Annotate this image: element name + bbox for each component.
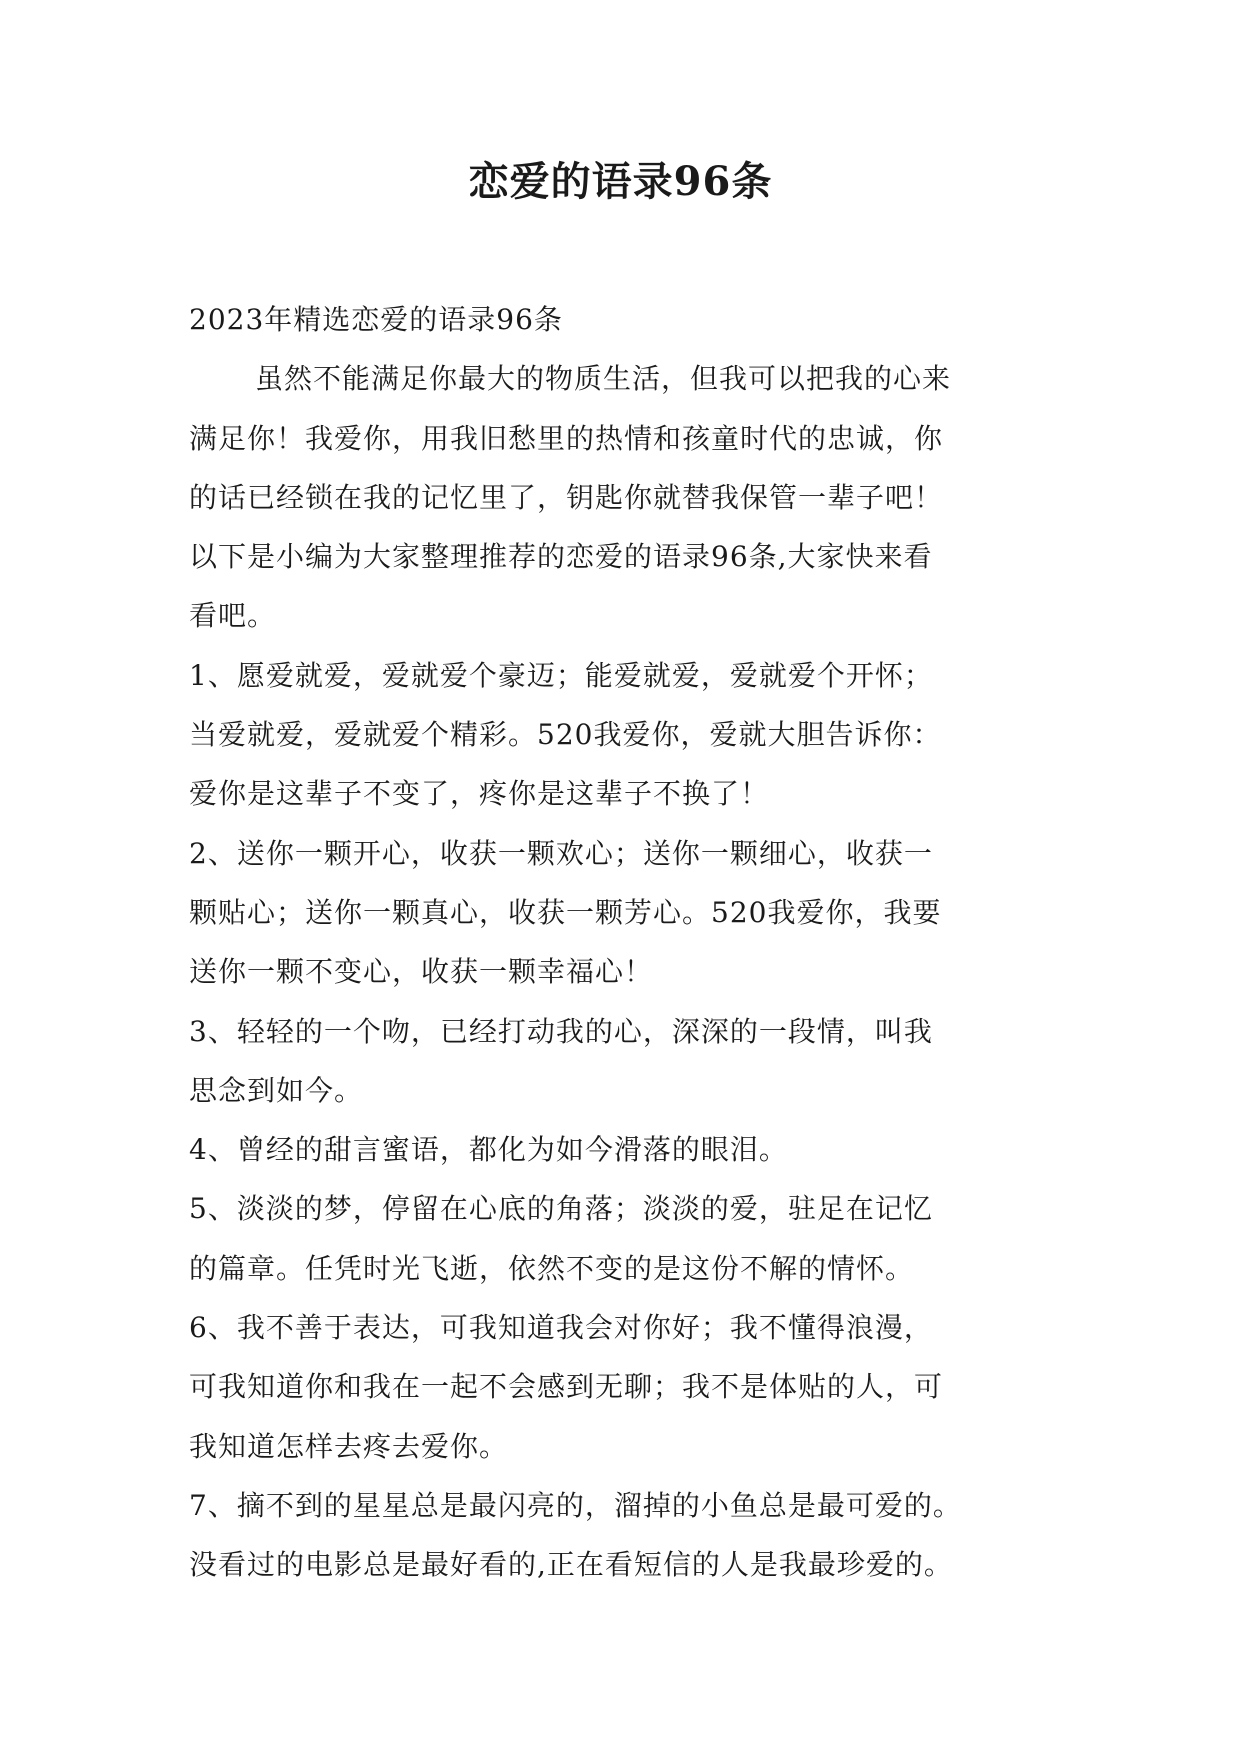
quote-line: 颗贴心；送你一颗真心，收获一颗芳心。520我爱你，我要: [189, 895, 942, 929]
quote-line: 2、送你一颗开心，收获一颗欢心；送你一颗细心，收获一: [189, 836, 933, 870]
quote-line: 我知道怎样去疼去爱你。: [189, 1429, 509, 1463]
quote-line: 思念到如今。: [189, 1073, 364, 1107]
intro-line: 以下是小编为大家整理推荐的恋爱的语录96条,大家快来看: [189, 540, 933, 574]
quote-line: 6、我不善于表达，可我知道我会对你好；我不懂得浪漫，: [189, 1311, 933, 1345]
quote-line: 5、淡淡的梦，停留在心底的角落；淡淡的爱，驻足在记忆: [189, 1192, 933, 1226]
quote-line: 3、轻轻的一个吻，已经打动我的心，深深的一段情，叫我: [189, 1014, 933, 1048]
document-title: 恋爱的语录96条: [468, 158, 773, 205]
quote-line: 的篇章。任凭时光飞逝，依然不变的是这份不解的情怀。: [189, 1251, 915, 1285]
quote-line: 1、愿爱就爱，爱就爱个豪迈；能爱就爱，爱就爱个开怀；: [189, 658, 933, 692]
quote-line: 爱你是这辈子不变了，疼你是这辈子不换了！: [189, 777, 770, 811]
quote-line: 4、曾经的甜言蜜语，都化为如今滑落的眼泪。: [189, 1133, 788, 1167]
intro-line: 看吧。: [189, 599, 277, 633]
quote-line: 送你一颗不变心，收获一颗幸福心！: [189, 955, 654, 989]
quote-line: 没看过的电影总是最好看的,正在看短信的人是我最珍爱的。: [189, 1548, 953, 1582]
intro-line: 虽然不能满足你最大的物质生活，但我可以把我的心来: [255, 362, 952, 396]
intro-line: 满足你！我爱你，用我旧愁里的热情和孩童时代的忠诚，你: [189, 421, 944, 455]
intro-line: 的话已经锁在我的记忆里了，钥匙你就替我保管一辈子吧！: [189, 480, 944, 514]
quote-line: 可我知道你和我在一起不会感到无聊；我不是体贴的人，可: [189, 1370, 944, 1404]
quote-line: 7、摘不到的星星总是最闪亮的，溜掉的小鱼总是最可爱的。: [189, 1488, 962, 1522]
quote-line: 当爱就爱，爱就爱个精彩。520我爱你，爱就大胆告诉你：: [189, 718, 942, 752]
subtitle-line: 2023年精选恋爱的语录96条: [189, 303, 563, 336]
document-body: [189, 290, 1069, 1595]
